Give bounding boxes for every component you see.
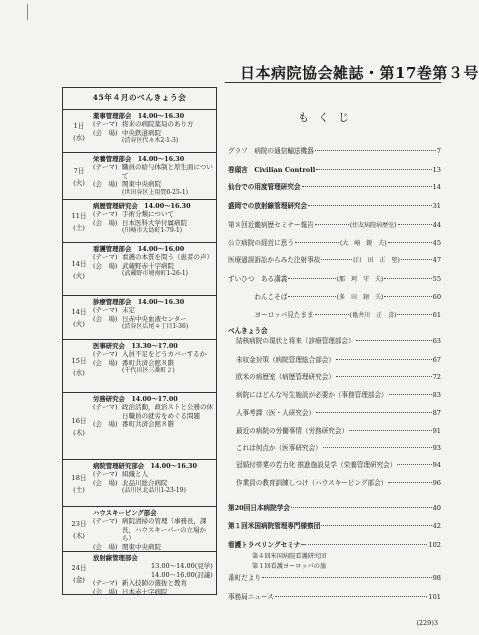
entry-time: 14.00〜16.00(討議): [151, 570, 213, 579]
entry-row: [93, 487, 214, 495]
toc-leader: [308, 544, 427, 545]
entry-row-label: (テーマ): [93, 163, 118, 172]
entry-name: 労務研究会 14.00〜17.00: [93, 395, 178, 403]
toc-entry: [228, 311, 441, 320]
toc-leader: [316, 169, 431, 170]
entry-row: [93, 137, 214, 145]
entry-weekday: (火): [73, 320, 85, 328]
entry-body: [93, 245, 214, 279]
toc-entry-author: (那 珂 守 夫): [336, 276, 384, 283]
schedule-entry: [63, 392, 216, 460]
entry-weekday: (水): [73, 133, 85, 142]
toc-entry: [236, 427, 441, 436]
entry-row-text: (千代田区三番町２): [122, 367, 175, 375]
entry-row-label: (テーマ): [93, 210, 118, 219]
entry-day: 11日: [71, 211, 87, 220]
entry-row-label: (会 場): [93, 478, 118, 487]
toc-leader: [336, 376, 432, 377]
toc-entry: [228, 183, 441, 192]
entry-name: 診療管理部会 14.00〜16.30: [93, 298, 185, 306]
entry-body: [93, 462, 214, 496]
toc-entry-page: 42: [432, 522, 441, 530]
contents-heading: もくじ: [298, 111, 358, 124]
entry-body: [93, 298, 214, 332]
toc-entry-title: 医療過誤訴訟からみた注射事故: [228, 256, 321, 264]
toc-leader: [398, 224, 432, 225]
toc-entry-title: 未収金対策（病院管理総合部会）: [236, 356, 335, 364]
toc-entry-title: 欧米の病歴室（病歴管理研究会）: [236, 373, 335, 381]
toc-entry-title: 公立病院の経営に思う: [228, 239, 294, 247]
toc-entry: [228, 166, 441, 175]
schedule-entry: [63, 459, 216, 507]
entry-date: [66, 562, 92, 586]
toc-entry-page: 102: [428, 541, 441, 549]
entry-name: 栄養管理部会 14.00〜16.30: [93, 155, 185, 163]
entry-day: 14日: [71, 308, 87, 316]
toc-entry-page: 91: [432, 427, 441, 435]
toc-leader: [349, 430, 432, 431]
entry-body: [93, 155, 214, 197]
toc-entry-title: 看護トラベリングセミナー: [228, 541, 307, 549]
entry-row: [93, 367, 214, 375]
entry-row-label: (会 場): [93, 128, 118, 137]
schedule-entry: [63, 109, 216, 153]
entry-date: [66, 120, 92, 144]
toc-leader: [389, 394, 432, 395]
toc-entry: [228, 593, 441, 602]
entry-row: [93, 543, 214, 551]
entry-row-text: 病院清掃の管理（事務長，課長，ハウスキーパーの立場から）: [122, 517, 207, 543]
toc-leader: [262, 577, 432, 578]
entry-row: [93, 210, 214, 218]
toc-entry-page: 44: [432, 221, 442, 229]
toc-entry-author: (大 崎 鋭 夫): [339, 240, 387, 247]
entry-row-label: [93, 367, 122, 375]
toc-entry: [236, 461, 441, 470]
toc-entry: [236, 444, 441, 453]
entry-row: [93, 262, 214, 270]
toc-entry-title: わんこそば: [228, 293, 288, 301]
entry-row-label: [93, 189, 122, 197]
toc-leader: [291, 507, 432, 508]
toc-leader: [308, 205, 431, 206]
toc-leader: [316, 412, 431, 413]
schedule-box: [62, 87, 217, 595]
toc-entry-title: 人事考課（医・人研究会）: [236, 409, 316, 417]
entry-row: [93, 315, 214, 323]
entry-row: [93, 219, 214, 227]
toc-entry: [228, 522, 441, 531]
page-number: (229)3: [416, 619, 438, 627]
entry-row-label: (テーマ): [93, 579, 118, 588]
entry-row: [93, 403, 214, 420]
toc-entry-title: 巻頭言 Civilian Controll: [228, 166, 316, 174]
entry-row: [93, 253, 214, 261]
entry-row-label: (テーマ): [93, 517, 118, 526]
entry-row-label: (会 場): [93, 261, 118, 270]
entry-row: [93, 306, 214, 314]
entry-row-text: (渋谷区代々木2-1-3): [122, 137, 179, 145]
toc-entry-page: 72: [432, 373, 441, 381]
toc-leader: [321, 259, 352, 260]
toc-entry-page: 83: [432, 391, 441, 399]
entry-row-label: (会 場): [93, 314, 118, 323]
entry-row-label: [93, 227, 122, 235]
entry-weekday: (火): [73, 271, 85, 280]
entry-name: 医事研究会 13.30〜17.00: [93, 342, 178, 350]
toc-entry-page: 61: [432, 311, 442, 319]
entry-weekday: (水): [73, 368, 85, 377]
entry-row-label: (テーマ): [93, 253, 118, 262]
entry-time: 13.00〜14.00(見学): [151, 562, 213, 571]
entry-name: 病院管理研究部会 14.00〜16.30: [93, 462, 197, 470]
entry-date: [66, 355, 92, 379]
entry-weekday: (木): [73, 428, 85, 437]
entry-row-text: 新入技師の選抜と教育: [122, 579, 187, 588]
toc-entry-title: 仙台での用度管理研究会: [228, 183, 301, 191]
toc-entry: [236, 479, 441, 488]
toc-entry-title: 病院にはどんな写生施設が必要か（事務管理部会）: [236, 391, 388, 399]
toc-entry-page: 55: [432, 275, 442, 283]
toc-entry-author: (亀井川 正 喜): [349, 312, 397, 319]
entry-date: [66, 415, 92, 439]
toc-entry: [236, 391, 441, 400]
toc-entry-page: 60: [432, 293, 442, 301]
entry-row: [93, 588, 214, 596]
entry-row: [93, 120, 214, 128]
entry-row-label: (テーマ): [93, 470, 118, 479]
entry-date: [66, 518, 92, 542]
entry-row-label: (テーマ): [93, 120, 118, 129]
toc-entry-page: 93: [432, 444, 441, 452]
toc-leader: [388, 242, 432, 243]
toc-entry-page: 45: [432, 239, 442, 247]
toc-entry-page: 63: [432, 337, 441, 345]
entry-date: [66, 258, 92, 282]
toc-leader: [356, 340, 432, 341]
toc-entry-page: 7: [436, 147, 441, 155]
toc-leader: [336, 359, 432, 360]
entry-row-label: (テーマ): [93, 403, 118, 412]
entry-date: [66, 165, 92, 189]
toc-leader: [321, 525, 431, 526]
toc-entry-author: (住友病院病歴室): [349, 222, 397, 229]
toc-entry-title: 作業員の教育訓練しつけ（ハウスキーピング部会）: [236, 479, 388, 487]
toc-leader: [401, 259, 432, 260]
entry-row-text: 日赤中央血液センター: [122, 314, 187, 323]
entry-row-label: (会 場): [93, 358, 118, 367]
toc-entry: [228, 202, 441, 211]
entry-row: [93, 227, 214, 235]
entry-body: [93, 554, 214, 596]
entry-row: [93, 270, 214, 278]
toc-entry: [228, 275, 441, 284]
entry-body: [93, 202, 214, 236]
entry-row-text: 関東中央病院: [122, 542, 161, 551]
entry-day: 1日: [73, 121, 85, 130]
entry-row-text: 政治活動，政治ストと公務の休日職員の就労をめぐる問題: [122, 403, 213, 420]
entry-row-text: (川崎市大島町1-79-1): [122, 227, 183, 235]
schedule-heading: 45年４月のべんきょう会: [92, 93, 187, 102]
toc-entry-page: 94: [432, 461, 441, 469]
toc-entry-title: ずいひつ ある講義: [228, 275, 288, 283]
toc-entry-author: (多 田 創 夫): [336, 294, 384, 301]
entry-day: 7日: [73, 166, 85, 175]
toc-leader: [397, 464, 431, 465]
toc-leader: [384, 296, 431, 297]
entry-weekday: (土): [73, 485, 85, 494]
entry-row-text: 武蔵野赤十字病院: [122, 261, 174, 270]
schedule-entry: [63, 339, 216, 393]
entry-date: [66, 472, 92, 496]
toc-entry-title: 盛岡での放射線管理研究会: [228, 202, 308, 210]
toc-entry-page: 14: [432, 183, 441, 191]
entry-name: 薬事管理部会 14.00〜16.30: [93, 112, 185, 120]
toc-entry: [236, 373, 441, 382]
entry-body: [93, 112, 214, 146]
toc-entry-page: 98: [432, 574, 441, 582]
toc-entry: [236, 337, 441, 346]
entry-name: ハウスキーピング部会: [93, 509, 157, 517]
entry-body: [93, 509, 214, 551]
schedule-entry: [63, 551, 216, 596]
entry-row-label: (会 場): [93, 420, 118, 429]
entry-row-label: [93, 137, 122, 145]
entry-row-text: 将来の病院薬局のあり方: [122, 120, 194, 129]
toc-entry-title: 冠婚付帯業の若力化 推進施設見学（栄養管理研究会）: [236, 461, 397, 469]
entry-name: 看護管理部会 14.00〜16.00: [93, 245, 185, 253]
section-benkyokai: べんきょう会: [228, 327, 268, 335]
margin-mark: [27, 4, 28, 20]
toc-entry-page: 67: [432, 356, 441, 364]
entry-row-text: 入員不足をどうカバーするか: [122, 350, 207, 359]
entry-body: [93, 395, 214, 429]
toc-entry-title: 第８回近畿病歴セミナー報告: [228, 221, 314, 229]
entry-row-text: (品川区北品川1-23-19): [122, 487, 186, 495]
toc-leader: [315, 314, 349, 315]
entry-weekday: (土): [73, 223, 85, 232]
toc-leader: [288, 278, 335, 279]
entry-day: 24日: [71, 564, 87, 572]
entry-row: [93, 180, 214, 188]
entry-row-text: 番町共済会館８階: [122, 358, 174, 367]
entry-row-text: (世田谷区上用賀6-25-1): [122, 188, 189, 196]
entry-row-text: (武蔵野市境南町1-26-1): [122, 270, 189, 278]
entry-weekday: (火): [73, 178, 85, 187]
toc-leader: [384, 278, 431, 279]
entry-row: [93, 517, 214, 542]
toc-entry-page: 13: [432, 166, 441, 174]
entry-row: [93, 189, 214, 197]
toc-leader: [388, 482, 431, 483]
toc-entry-page: 87: [432, 409, 441, 417]
entry-date: [66, 306, 92, 330]
toc-entry: [228, 256, 441, 265]
toc-entry-title: 事務局ニュース: [228, 593, 274, 601]
entry-day: 18日: [71, 473, 87, 482]
toc-entry-author: (臼 田 正 堅): [353, 257, 400, 264]
entry-row-text: 北品川総合病院: [122, 478, 168, 487]
entry-row-label: (会 場): [93, 218, 118, 227]
entry-name: 放射線管理部会: [93, 554, 138, 562]
toc-entry: [228, 147, 441, 156]
toc-entry-page: 31: [432, 202, 441, 210]
schedule-entry: [63, 199, 216, 243]
entry-row: [93, 323, 214, 331]
entry-weekday: (金): [73, 576, 85, 584]
toc-leader: [323, 447, 432, 448]
toc-leader: [397, 314, 431, 315]
entry-body: [93, 342, 214, 376]
entry-day: 15日: [71, 356, 87, 365]
entry-row-label: [93, 270, 122, 278]
entry-row-text: 看護の本質を問う（患者の声）: [122, 253, 213, 262]
toc-entry: [228, 541, 441, 550]
entry-row-text: 日本医科大学付属病院: [122, 218, 187, 227]
toc-entry: [236, 356, 441, 365]
entry-row-text: 日本赤十字病院: [122, 587, 168, 596]
toc-entry-page: 40: [432, 504, 441, 512]
entry-row: [93, 420, 214, 428]
entry-day: 16日: [71, 416, 87, 425]
entry-date: [66, 210, 92, 234]
schedule-entry: [63, 295, 216, 340]
entry-row-label: (会 場): [93, 542, 118, 551]
entry-row-text: 職員の給与体制と厚生面について: [122, 163, 213, 180]
toc-leader: [288, 296, 335, 297]
toc-entry: [228, 221, 441, 230]
toc-entry: [228, 293, 441, 302]
toc-subentry: 第１回看護ヨーロッパの旅: [252, 563, 327, 570]
entry-row-text: 中央鉄道病院: [122, 128, 161, 137]
entry-weekday: (木): [73, 531, 85, 540]
toc-entry: [228, 504, 441, 513]
toc-leader: [275, 596, 428, 597]
toc-leader: [302, 186, 432, 187]
entry-row: [93, 350, 214, 358]
entry-row-text: 手術分類について: [122, 210, 174, 219]
entry-row-text: 関東中央病院: [122, 180, 161, 189]
entry-row-label: (会 場): [93, 180, 118, 189]
toc-entry-title: 第１回米国病院管理専門様察団: [228, 522, 321, 530]
journal-title: 日本病院協会雑誌・第17巻第３号: [240, 64, 479, 82]
toc-entry-page: 47: [432, 256, 442, 264]
entry-row: [93, 579, 214, 587]
toc-entry-page: 96: [432, 479, 441, 487]
toc-entry-title: これは何点か（医事研究会）: [236, 444, 322, 452]
entry-row-label: (会 場): [93, 587, 118, 596]
schedule-entry: [63, 242, 216, 296]
toc-entry-title: 第20回日本病院学会: [228, 504, 290, 512]
title-rule: [225, 82, 441, 83]
entry-day: 14日: [71, 259, 87, 268]
toc-entry: [236, 409, 441, 418]
toc-entry-title: グラフ 病院の通信輸送機器: [228, 147, 314, 155]
entry-row-label: (テーマ): [93, 306, 118, 315]
toc-leader: [315, 224, 349, 225]
entry-row-label: [93, 323, 122, 331]
toc-entry-page: 101: [428, 593, 441, 601]
toc-entry-title: 最近の病院の労働事情（労務研究会）: [236, 427, 349, 435]
toc-leader: [295, 242, 339, 243]
toc-subentry: 第４回米国病院看護研究団: [252, 553, 327, 560]
entry-row-text: 組織と人: [122, 470, 148, 479]
entry-row: [93, 479, 214, 487]
entry-row-text: 未定: [122, 306, 135, 315]
toc-entry: [228, 239, 441, 248]
toc-entry-title: ヨーロッパ見たまま: [228, 311, 314, 319]
entry-row-label: (テーマ): [93, 350, 118, 359]
toc-entry: [228, 574, 441, 583]
entry-row-text: (渋谷区広尾４丁目1-36): [122, 323, 189, 331]
entry-row: [93, 163, 214, 180]
toc-leader: [315, 150, 436, 151]
entry-row-label: [93, 487, 122, 495]
entry-row-text: 番町共済会館８階: [122, 420, 174, 429]
entry-row: [93, 470, 214, 478]
toc-entry-title: 番町だより: [228, 574, 261, 582]
schedule-entry: [63, 152, 216, 200]
toc-entry-title: 結核病院の現状と将来（診療管理部会）: [236, 337, 355, 345]
entry-row: [93, 129, 214, 137]
entry-name: 病歴管理研究会 14.00〜16.30: [93, 202, 191, 210]
entry-day: 23日: [71, 519, 87, 528]
schedule-entry: [63, 506, 216, 552]
entry-row: [93, 359, 214, 367]
